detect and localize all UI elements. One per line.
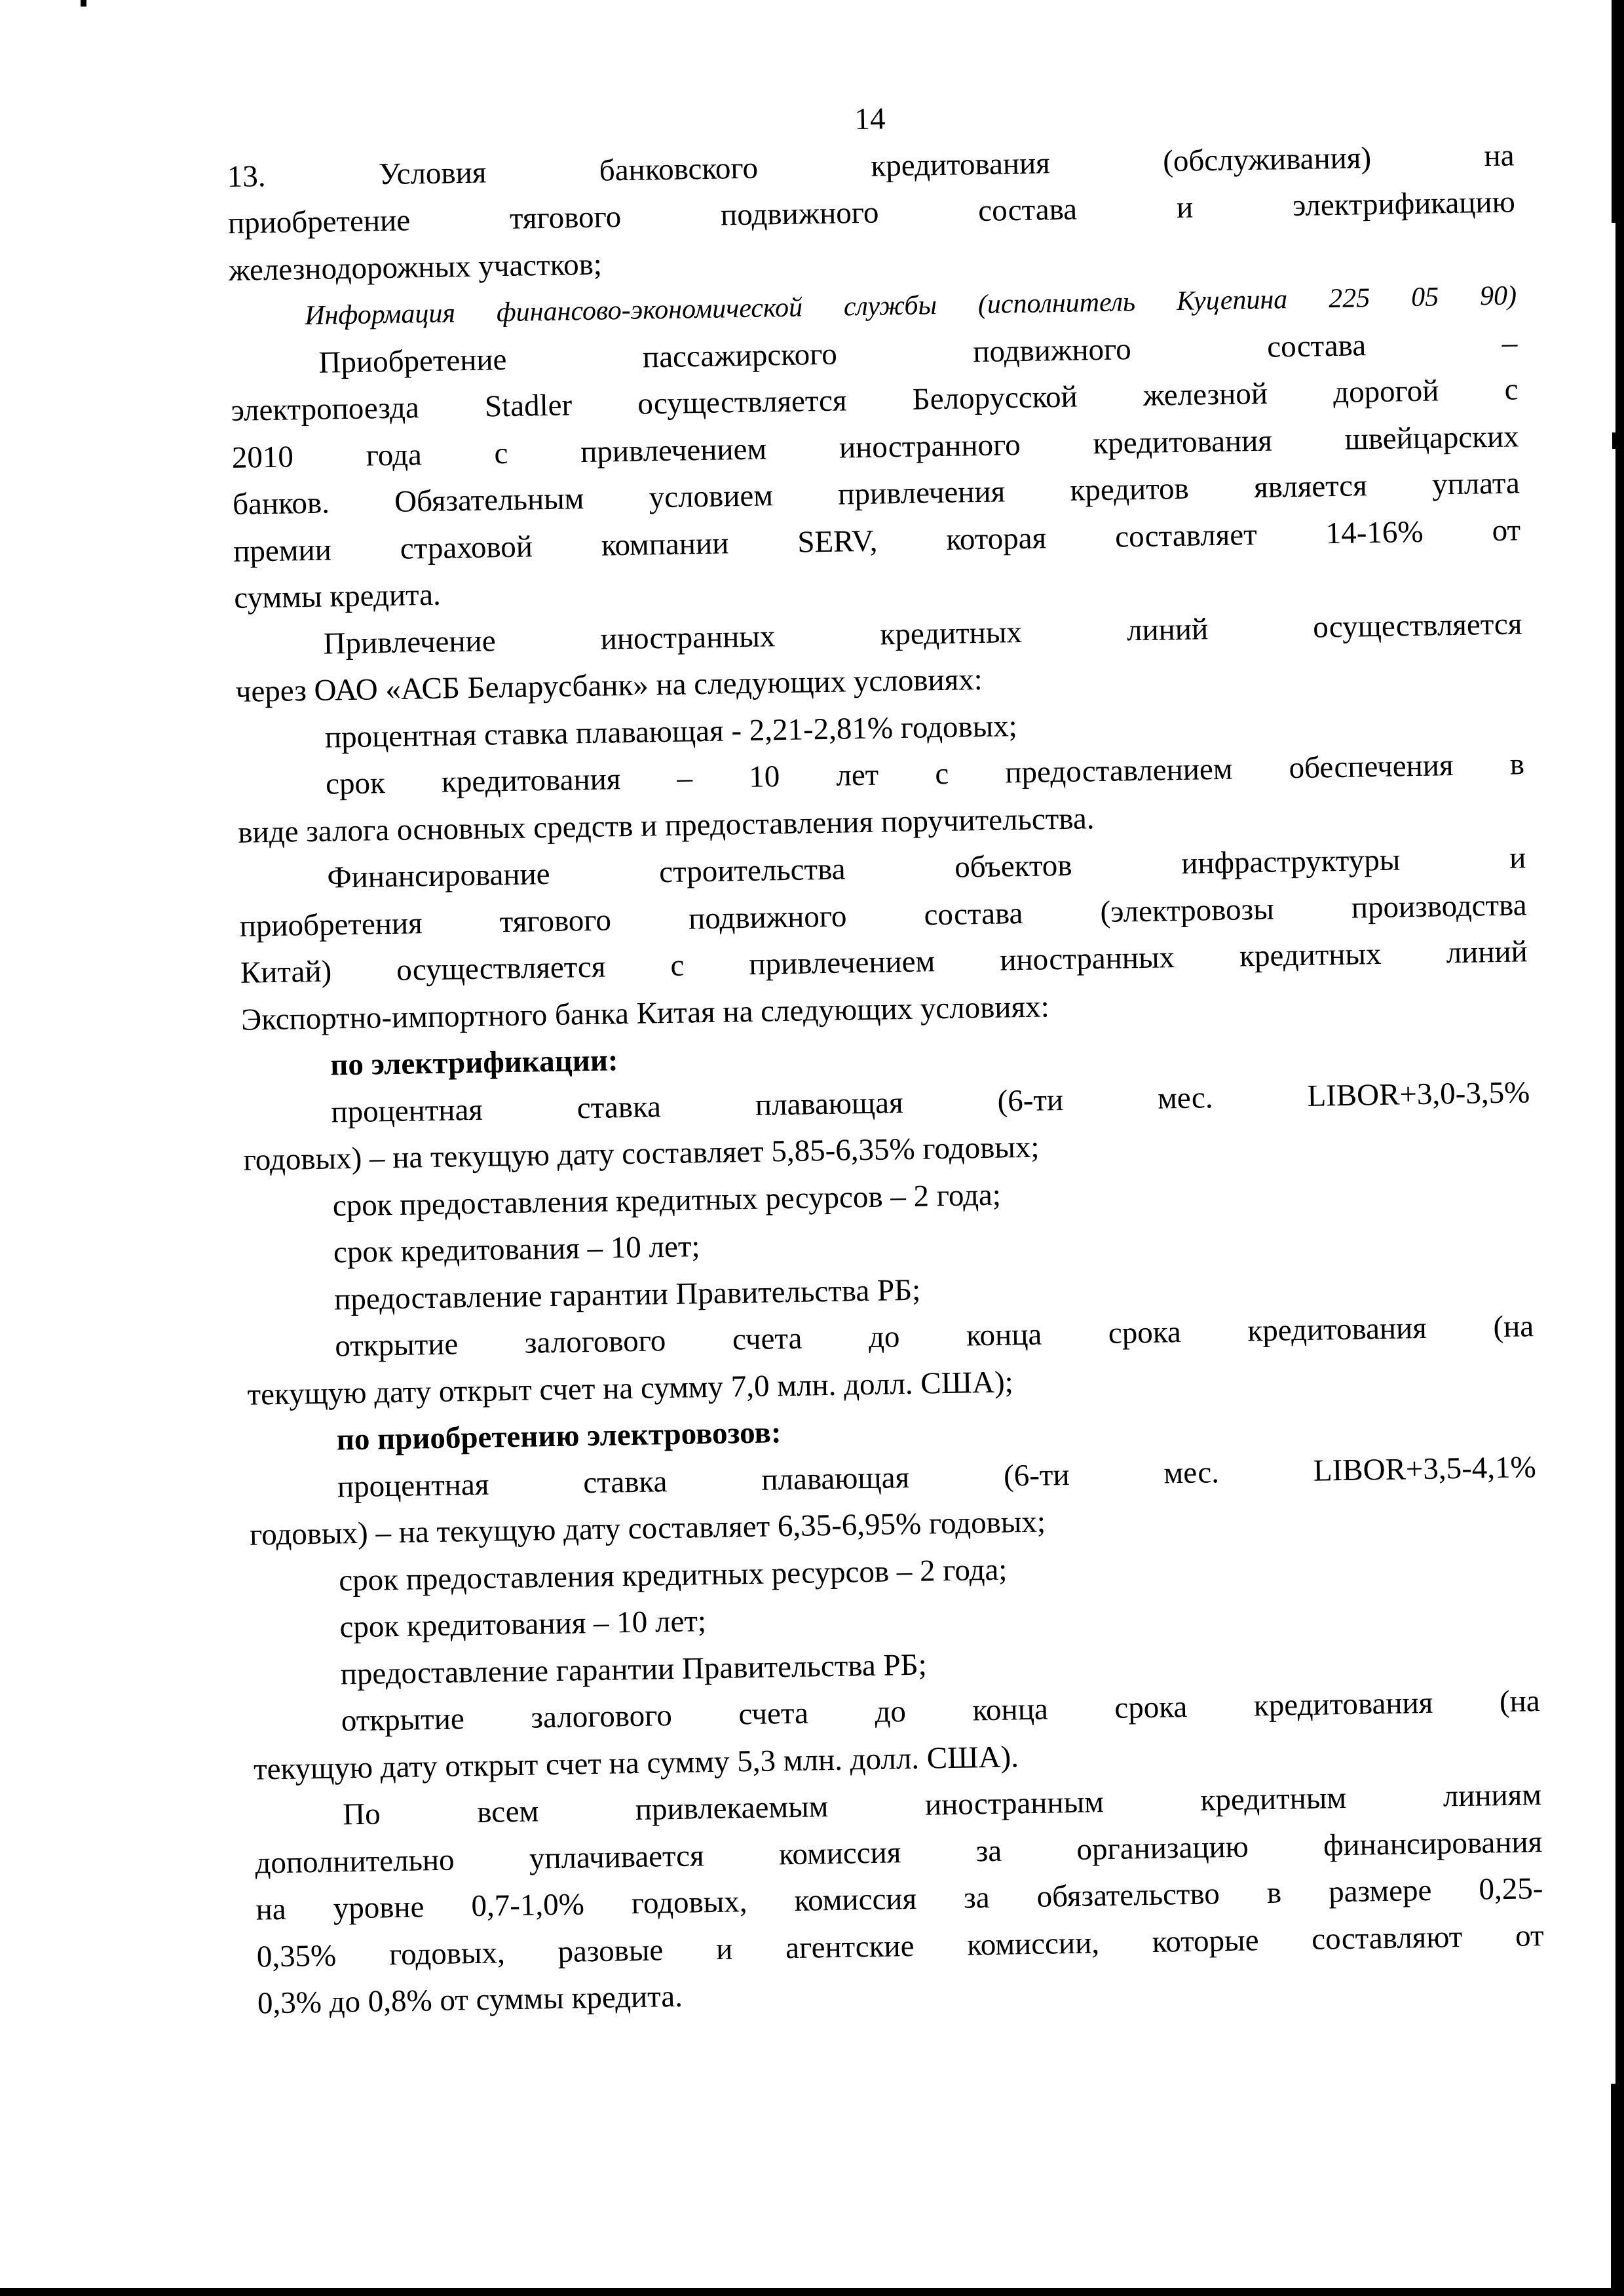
text-line: суммы кредита. (234, 577, 442, 615)
text-line: 13. Условия банковского кредитования (обслуживания) на (227, 138, 1515, 194)
text-line: Приобретение пассажирского подвижного состава – (318, 325, 1518, 380)
text-line: срок кредитования – 10 лет с предоставлением обеспечения в (325, 747, 1525, 801)
text-line: 0,3% до 0,8% от суммы кредита. (257, 1979, 683, 2021)
scan-artifact-right-bar (1615, 0, 1624, 2296)
text-line: процентная ставка плавающая - 2,21-2,81% годовых; (324, 708, 1018, 755)
text-line: Финансирование строительства объектов инфраструктуры и (327, 841, 1526, 895)
text-line: по электрификации: (330, 1043, 618, 1082)
text-line: текущую дату открыт счет на сумму 5,3 млн. долл. США). (253, 1739, 1019, 1787)
scan-artifact-top-tick (81, 0, 86, 7)
text-line: открытие залогового счета до конца срока кредитования (на (341, 1684, 1541, 1738)
text-line: железнодорожных участков; (228, 247, 603, 288)
scan-artifact-right-bottom-patch (1611, 2084, 1624, 2296)
text-line: срок предоставления кредитных ресурсов – 2 года; (332, 1177, 1002, 1223)
text-line: срок кредитования – 10 лет; (339, 1604, 707, 1645)
text-line: приобретения тягового подвижного состава (электровозы производства (239, 887, 1527, 944)
text-line: предоставление гарантии Правительства РБ; (333, 1272, 921, 1317)
text-line: процентная ставка плавающая (6-ти мес. LIBOR+3,0-3,5% (331, 1075, 1530, 1130)
text-line: предоставление гарантии Правительства РБ; (340, 1647, 928, 1691)
text-block (226, 85, 1545, 2027)
text-line: электропоезда Stadler осуществляется Белорусской железной дорогой с (231, 372, 1519, 428)
text-line: на уровне 0,7-1,0% годовых, комиссия за обязательство в размере 0,25- (255, 1871, 1543, 1927)
scan-artifact-bottom-bar (0, 2288, 1624, 2296)
text-line: через ОАО «АСБ Беларусбанк» на следующих условиях: (235, 662, 983, 709)
text-line: годовых) – на текущую дату составляет 6,35-6,95% годовых; (249, 1504, 1046, 1552)
text-line: 0,35% годовых, разовые и агентские комиссии, которые составляют от (256, 1918, 1544, 1974)
scan-artifact-right-mid-tick (1612, 432, 1617, 449)
text-line: Информация финансово-экономической службы (исполнитель Куцепина 225 05 90) (304, 280, 1517, 332)
text-line: Экспортно-импортного банка Китая на следующих условиях: (240, 989, 1050, 1037)
text-line: дополнительно уплачивается комиссия за организацию финансирования (255, 1824, 1543, 1881)
text-line: процентная ставка плавающая (6-ти мес. LIBOR+3,5-4,1% (337, 1449, 1537, 1504)
text-line: срок кредитования – 10 лет; (333, 1229, 700, 1270)
text-line: банков. Обязательным условием привлечения кредитов является уплата (232, 466, 1520, 522)
text-line: Привлечение иностранных кредитных линий осуществляется (323, 606, 1522, 661)
scan-artifact-right-top-patch (1612, 0, 1624, 223)
text-line: текущую дату открыт счет на сумму 7,0 млн. долл. США); (247, 1364, 1014, 1412)
text-line: премии страховой компании SERV, которая составляет 14-16% от (233, 512, 1521, 569)
page-number: 14 (854, 102, 886, 137)
text-line: Китай) осуществляется с привлечением иностранных кредитных линий (240, 934, 1528, 990)
text-line: приобретение тягового подвижного состава и электрификацию (227, 185, 1516, 240)
text-line: виде залога основных средств и предоставления поручительства. (237, 801, 1095, 850)
text-line: открытие залогового счета до конца срока кредитования (на (334, 1309, 1534, 1364)
text-line: срок предоставления кредитных ресурсов – 2 года; (338, 1552, 1008, 1598)
text-line: По всем привлекаемым иностранным кредитным линиям (342, 1778, 1542, 1832)
text-line: 2010 года с привлечением иностранного кредитования швейцарских (231, 419, 1520, 475)
text-line: по приобретению электровозов: (336, 1415, 782, 1457)
text-line: годовых) – на текущую дату составляет 5,85-6,35% годовых; (243, 1130, 1040, 1177)
